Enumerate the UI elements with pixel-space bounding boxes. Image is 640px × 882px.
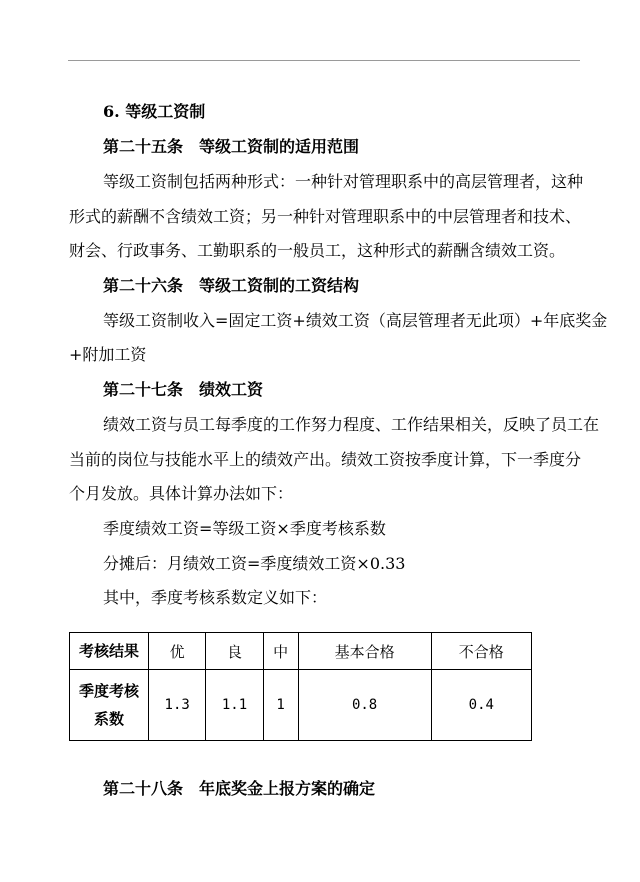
article-27-line: 个月发放。具体计算办法如下： [69,484,294,503]
grade-cell: 良 [206,633,263,670]
article-25-line: 财会、行政事务、工勤职系的一般员工，这种形式的薪酬含绩效工资。 [69,241,566,260]
formula-monthly: 分摊后：月绩效工资=季度绩效工资×0.33 [103,554,406,573]
coefficient-label-line: 季度考核 [78,682,139,700]
header-label-cell: 考核结果 [70,633,149,670]
article-26-line: +附加工资 [69,345,147,364]
article-27-line: 当前的岗位与技能水平上的绩效产出。绩效工资按季度计算，下一季度分 [69,450,582,469]
header-rule [68,60,580,61]
grade-cell: 优 [149,633,206,670]
coefficient-cell: 0.8 [298,670,431,741]
coefficient-cell: 1.3 [149,670,206,741]
coefficient-cell: 1 [263,670,298,741]
grade-cell: 不合格 [431,633,531,670]
section-title: 6. 等级工资制 [103,102,206,121]
table-row [70,670,532,741]
article-25-line: 等级工资制包括两种形式：一种针对管理职系中的高层管理者，这种 [103,172,584,191]
grade-cell: 中 [263,633,298,670]
article-27-heading: 第二十七条 绩效工资 [103,380,264,399]
coefficient-label-cell [70,670,149,741]
article-26-line: 等级工资制收入=固定工资+绩效工资（高层管理者无此项）+年底奖金 [103,311,608,330]
grade-coefficient-table [69,632,532,741]
table-intro: 其中，季度考核系数定义如下： [103,588,328,607]
grade-cell: 基本合格 [298,633,431,670]
article-26-heading: 第二十六条 等级工资制的工资结构 [103,276,360,295]
article-27-line: 绩效工资与员工每季度的工作努力程度、工作结果相关，反映了员工在 [103,415,600,434]
coefficient-cell: 1.1 [206,670,263,741]
article-25-line: 形式的薪酬不含绩效工资；另一种针对管理职系中的中层管理者和技术、 [69,207,582,226]
table-row [70,633,532,670]
article-25-heading: 第二十五条 等级工资制的适用范围 [103,137,360,156]
formula-quarterly: 季度绩效工资=等级工资×季度考核系数 [103,519,386,538]
coefficient-label-line: 系数 [93,710,124,728]
article-28-heading: 第二十八条 年底奖金上报方案的确定 [103,779,376,798]
coefficient-cell: 0.4 [431,670,531,741]
